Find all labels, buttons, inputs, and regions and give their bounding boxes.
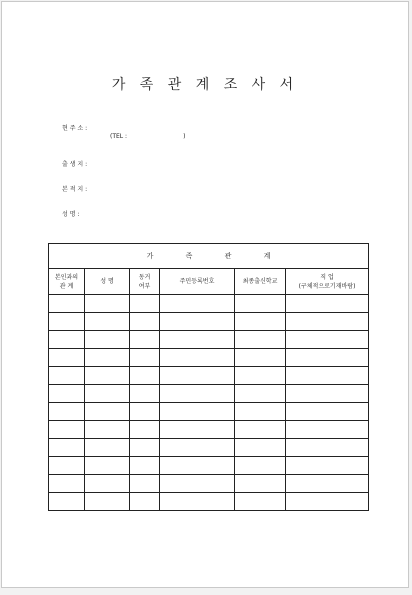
table-cell (85, 385, 130, 403)
table-cell (85, 295, 130, 313)
table-cell (160, 385, 235, 403)
table-cell (160, 367, 235, 385)
table-cell (130, 313, 160, 331)
table-cell (160, 439, 235, 457)
table-cell (130, 349, 160, 367)
table-row (49, 331, 369, 349)
table-cell (49, 367, 85, 385)
table-cell (130, 403, 160, 421)
table-cell (49, 349, 85, 367)
table-cell (49, 475, 85, 493)
table-cell (130, 295, 160, 313)
col-header-cohabit: 동거 여부 (130, 269, 160, 295)
table-cell (130, 457, 160, 475)
table-cell (160, 295, 235, 313)
table-cell (85, 331, 130, 349)
table-cell (286, 439, 369, 457)
table-row (49, 493, 369, 511)
table-cell (286, 493, 369, 511)
table-row (49, 349, 369, 367)
table-cell (160, 403, 235, 421)
table-cell (286, 349, 369, 367)
field-name-label: 성 명 : (62, 211, 80, 218)
table-cell (235, 367, 286, 385)
field-registered-domicile (62, 184, 87, 193)
table-cell (85, 493, 130, 511)
table-cell (235, 295, 286, 313)
table-cell (49, 403, 85, 421)
table-row (49, 385, 369, 403)
table-cell (286, 331, 369, 349)
table-cell (49, 295, 85, 313)
col-header-relation: 본인과의 관 계 (49, 269, 85, 295)
table-cell (160, 457, 235, 475)
table-row (49, 367, 369, 385)
table-cell (130, 367, 160, 385)
table-cell (85, 457, 130, 475)
col-header-resident-number: 주민등록번호 (160, 269, 235, 295)
table-row (49, 295, 369, 313)
table-cell (130, 385, 160, 403)
table-cell (85, 421, 130, 439)
table-cell (160, 475, 235, 493)
table-cell (85, 349, 130, 367)
field-birthplace-label: 출 생 지 : (62, 161, 88, 168)
table-cell (49, 385, 85, 403)
table-cell (49, 331, 85, 349)
document-title: 가 족 관 계 조 사 서 (111, 77, 299, 93)
table-cell (286, 403, 369, 421)
field-address (62, 123, 87, 132)
table-cell (235, 331, 286, 349)
table-cell (235, 403, 286, 421)
table-cell (49, 493, 85, 511)
table-cell (130, 331, 160, 349)
table-cell (85, 367, 130, 385)
table-caption: 가 족 관 계 (49, 244, 369, 269)
table-cell (286, 313, 369, 331)
field-birthplace (62, 159, 87, 168)
field-name (62, 209, 79, 218)
table-row (49, 439, 369, 457)
table-cell (160, 313, 235, 331)
table-row (49, 475, 369, 493)
table-cell (235, 385, 286, 403)
table-cell (235, 421, 286, 439)
table-cell (235, 313, 286, 331)
table-cell (286, 295, 369, 313)
table-cell (160, 421, 235, 439)
table-row (49, 403, 369, 421)
table-cell (49, 439, 85, 457)
table-row (49, 421, 369, 439)
table-cell (85, 403, 130, 421)
tel-label: (TEL : (110, 133, 128, 140)
col-header-occupation: 직 업 (구체적으로기재바람) (286, 269, 369, 295)
field-domicile-label: 본 적 지 : (62, 186, 88, 193)
family-relation-table (48, 243, 369, 511)
table-cell (286, 475, 369, 493)
table-row (49, 313, 369, 331)
table-cell (130, 421, 160, 439)
table-cell (130, 475, 160, 493)
table-cell (85, 313, 130, 331)
table-cell (49, 457, 85, 475)
table-cell (235, 349, 286, 367)
table-cell (235, 457, 286, 475)
tel-line (110, 133, 185, 140)
table-cell (286, 385, 369, 403)
table-cell (130, 493, 160, 511)
document-page (1, 1, 409, 588)
table-cell (286, 367, 369, 385)
tel-close: ) (183, 133, 186, 140)
table-cell (85, 475, 130, 493)
table-cell (160, 349, 235, 367)
table-cell (85, 439, 130, 457)
col-header-school: 최종출신학교 (235, 269, 286, 295)
table-cell (49, 313, 85, 331)
col-header-name: 성 명 (85, 269, 130, 295)
field-address-label: 현 주 소 : (62, 125, 88, 132)
table-cell (160, 331, 235, 349)
table-cell (286, 421, 369, 439)
table-cell (130, 439, 160, 457)
table-cell (235, 493, 286, 511)
table-header-row (49, 269, 369, 295)
table-cell (235, 439, 286, 457)
table-cell (49, 421, 85, 439)
table-cell (286, 457, 369, 475)
table-cell (160, 493, 235, 511)
table-row (49, 457, 369, 475)
table-cell (235, 475, 286, 493)
